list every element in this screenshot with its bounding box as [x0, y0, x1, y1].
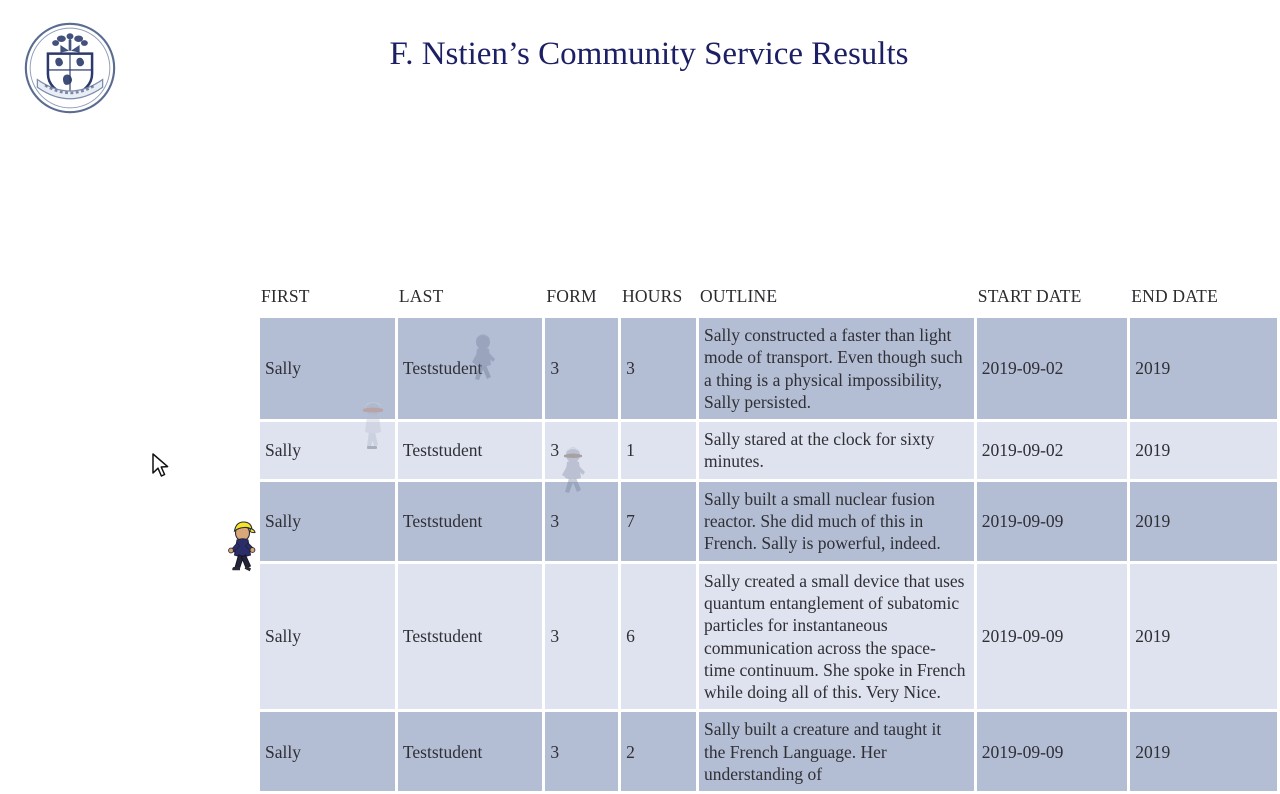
column-header-hours[interactable]: HOURS	[621, 286, 696, 315]
cell-outline: Sally built a small nuclear fusion reactor. She did much of this in French. Sally is powerful, indeed.	[699, 482, 974, 561]
cell-hours: 2	[621, 712, 696, 791]
table-row	[260, 564, 1277, 710]
column-header-first[interactable]: FIRST	[260, 286, 395, 315]
cell-start-date: 2019-09-09	[977, 482, 1128, 561]
cell-start-date: 2019-09-09	[977, 564, 1128, 710]
cell-end-date: 2019	[1130, 318, 1277, 419]
cell-hours: 6	[621, 564, 696, 710]
cell-hours: 7	[621, 482, 696, 561]
cell-hours: 3	[621, 318, 696, 419]
table-row	[260, 712, 1277, 791]
cell-outline: Sally constructed a faster than light mode of transport. Even though such a thing is a physical impossibility, Sally persisted.	[699, 318, 974, 419]
column-header-start-date[interactable]: START DATE	[977, 286, 1128, 315]
column-header-outline[interactable]: OUTLINE	[699, 286, 974, 315]
cell-hours: 1	[621, 422, 696, 479]
cell-first: Sally	[260, 564, 395, 710]
cell-start-date: 2019-09-09	[977, 712, 1128, 791]
cell-first: Sally	[260, 712, 395, 791]
cell-end-date: 2019	[1130, 482, 1277, 561]
cell-form: 3	[545, 318, 618, 419]
cell-last: Teststudent	[398, 422, 542, 479]
cell-first: Sally	[260, 318, 395, 419]
cell-form: 3	[545, 564, 618, 710]
runner-sprite	[225, 519, 259, 575]
cell-end-date: 2019	[1130, 564, 1277, 710]
column-header-end-date[interactable]: END DATE	[1130, 286, 1277, 315]
table-row	[260, 422, 1277, 479]
cell-outline: Sally created a small device that uses quantum entanglement of subatomic particles for instantaneous communication across the space-time continuum. She spoke in French while doing all of this. Very Nice.	[699, 564, 974, 710]
mouse-pointer-icon	[150, 452, 170, 480]
cell-start-date: 2019-09-02	[977, 422, 1128, 479]
cell-outline: Sally built a creature and taught it the French Language. Her understanding of	[699, 712, 974, 791]
cell-form: 3	[545, 482, 618, 561]
cell-end-date: 2019	[1130, 422, 1277, 479]
cell-form: 3	[545, 712, 618, 791]
table-body	[260, 318, 1277, 791]
cell-last: Teststudent	[398, 712, 542, 791]
cell-first: Sally	[260, 482, 395, 561]
cell-first: Sally	[260, 422, 395, 479]
cell-end-date: 2019	[1130, 712, 1277, 791]
table-header-row	[260, 286, 1277, 315]
page-title: F. Nstien’s Community Service Results	[389, 36, 909, 72]
cell-last: Teststudent	[398, 318, 542, 419]
column-header-form[interactable]: FORM	[545, 286, 618, 315]
cell-outline: Sally stared at the clock for sixty minutes.	[699, 422, 974, 479]
cell-last: Teststudent	[398, 564, 542, 710]
cell-form: 3	[545, 422, 618, 479]
table-row	[260, 482, 1277, 561]
cell-last: Teststudent	[398, 482, 542, 561]
column-header-last[interactable]: LAST	[398, 286, 542, 315]
cell-start-date: 2019-09-02	[977, 318, 1128, 419]
table-row	[260, 318, 1277, 419]
community-service-results-table	[257, 283, 1280, 794]
